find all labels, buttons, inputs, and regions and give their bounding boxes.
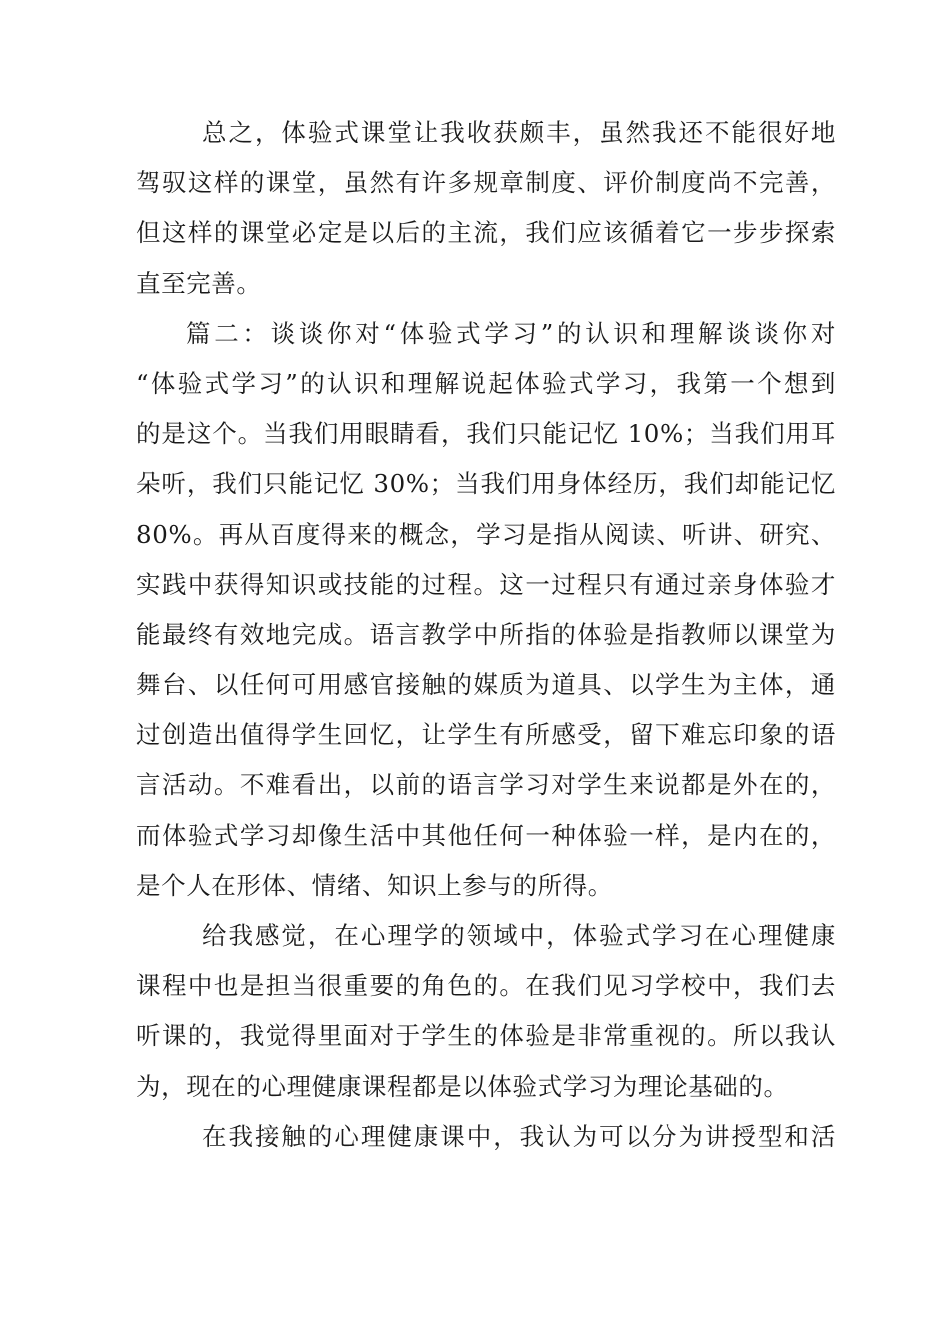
text-line: 直至完善。 — [136, 268, 262, 298]
text-line: 为，现在的心理健康课程都是以体验式学习为理论基础的。 — [136, 1071, 789, 1101]
text-line: 实践中获得知识或技能的过程。这一过程只有通过亲身体验才 — [136, 569, 836, 599]
body-text — [136, 108, 836, 1162]
text-line: 朵听，我们只能记忆 30%；当我们用身体经历，我们却能记忆 — [136, 469, 836, 499]
text-line: 而体验式学习却像生活中其他任何一种体验一样，是内在的， — [136, 820, 836, 850]
text-line: 在我接触的心理健康课中，我认为可以分为讲授型和活 — [202, 1121, 836, 1151]
text-line: 给我感觉，在心理学的领域中，体验式学习在心理健康 — [202, 921, 836, 950]
text-line: 过创造出值得学生回忆，让学生有所感受，留下难忘印象的语 — [136, 720, 836, 750]
text-line: 的是这个。当我们用眼睛看，我们只能记忆 10%；当我们用耳 — [136, 419, 836, 449]
text-line: 驾驭这样的课堂，虽然有许多规章制度、评价制度尚不完善， — [136, 168, 836, 198]
text-line: 舞台、以任何可用感官接触的媒质为道具、以学生为主体，通 — [136, 670, 836, 700]
text-line: 言活动。不难看出，以前的语言学习对学生来说都是外在的， — [136, 770, 836, 800]
text-line: 课程中也是担当很重要的角色的。在我们见习学校中，我们去 — [136, 971, 836, 1001]
text-line: 能最终有效地完成。语言教学中所指的体验是指教师以课堂为 — [136, 619, 836, 649]
text-line: 篇二：谈谈你对“体验式学习”的认识和理解谈谈你对 — [186, 318, 836, 348]
text-line: 听课的，我觉得里面对于学生的体验是非常重视的。所以我认 — [136, 1021, 836, 1051]
text-line: 80%。再从百度得来的概念，学习是指从阅读、听讲、研究、 — [136, 519, 836, 549]
text-line: “体验式学习”的认识和理解说起体验式学习，我第一个想到 — [136, 368, 836, 398]
text-line: 但这样的课堂必定是以后的主流，我们应该循着它一步步探索 — [136, 218, 836, 248]
text-line: 是个人在形体、情绪、知识上参与的所得。 — [136, 870, 613, 900]
text-line: 总之，体验式课堂让我收获颇丰，虽然我还不能很好地 — [202, 118, 836, 147]
